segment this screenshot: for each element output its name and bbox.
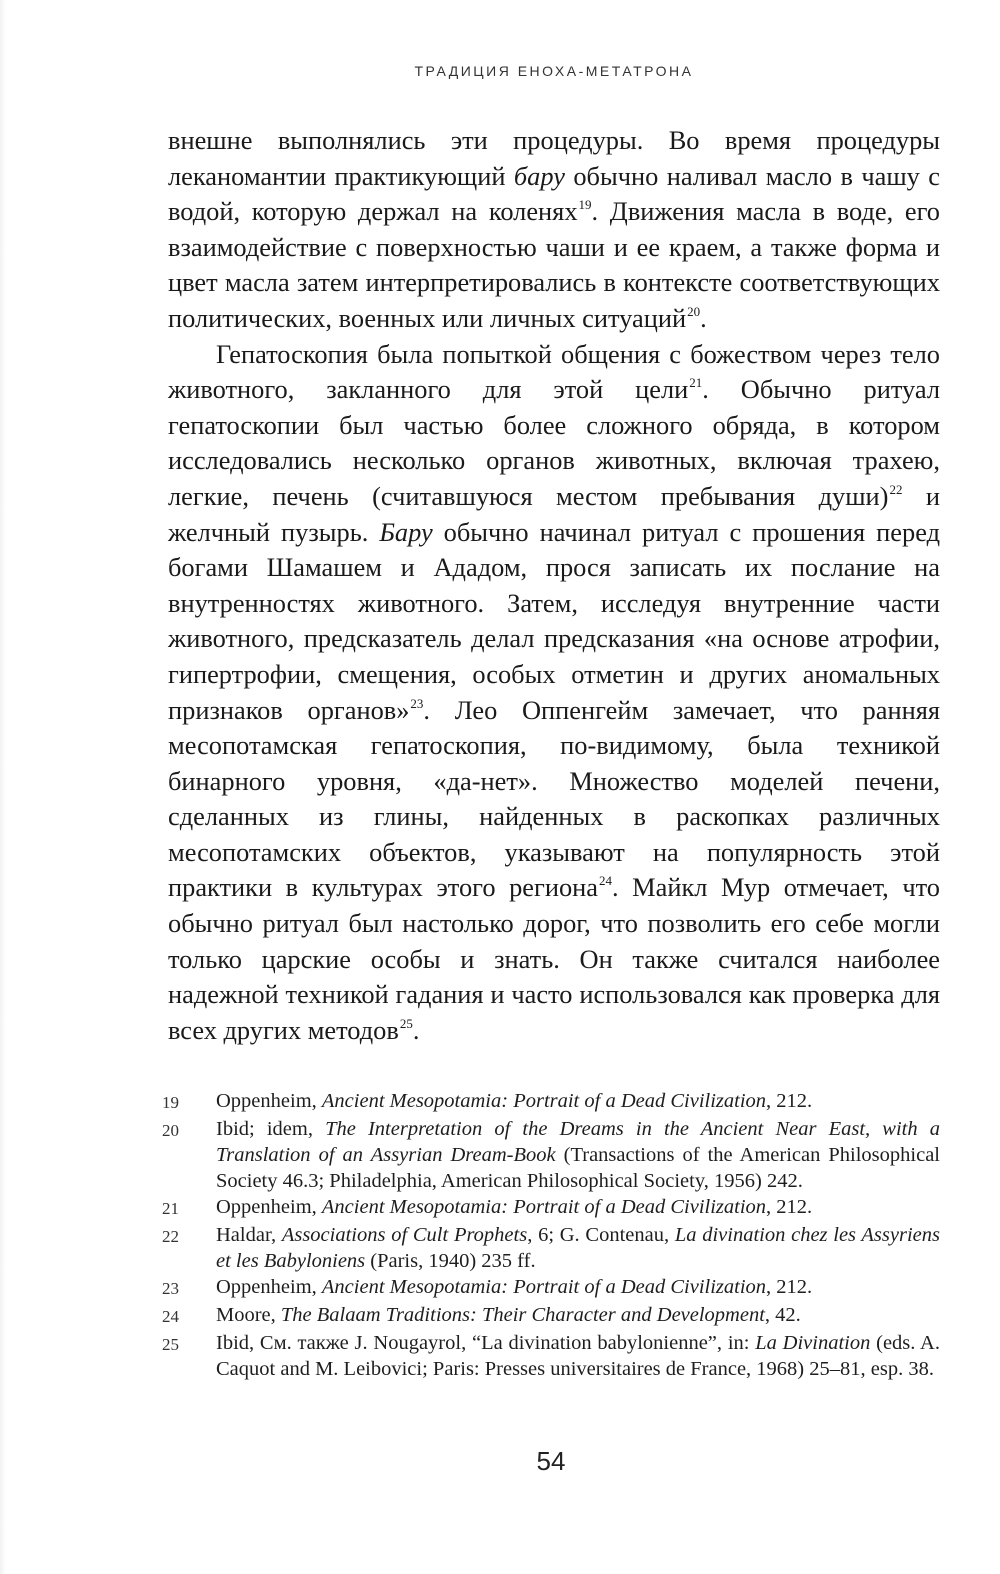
page-number-text: 54	[536, 1446, 566, 1476]
footnote-text: Ibid, См. также J. Nougayrol, “La divination babylonienne”, in: La Divination (eds. A. Caquot and M. Leibovici; Paris: Presses universitaires de France, 1968) 25–81, esp. 38.	[216, 1332, 940, 1380]
footnote-ref-20[interactable]: 20	[687, 303, 701, 319]
footnote-text: Moore, The Balaam Traditions: Their Character and Development, 42.	[216, 1304, 801, 1326]
footnote-number: 25	[162, 1335, 179, 1354]
footnote-text: Oppenheim, Ancient Mesopotamia: Portrait of a Dead Civilization, 212.	[216, 1276, 813, 1298]
footnote	[162, 1116, 940, 1194]
body-text	[168, 123, 940, 1048]
text-run: .	[412, 1014, 420, 1045]
text-run: Гепатоскопия была попыткой общения с божеством через тело животного, закланного для этой цели	[168, 338, 940, 405]
running-head-text: ТРАДИЦИЯ ЕНОХА-МЕТАТРОНА	[414, 63, 694, 79]
text-run: обычно наливал масло в чашу с водой, которую держал на коленях	[168, 160, 940, 227]
footnote-ref-23[interactable]: 23	[410, 695, 424, 711]
footnote	[162, 1274, 940, 1302]
footnote	[162, 1302, 940, 1330]
paragraph-2	[168, 337, 940, 1049]
page-edge-shadow	[0, 0, 6, 1574]
text-run: внешне выполнялись эти процедуры. Во время процедуры леканомантии практикующий	[168, 125, 940, 191]
footnote-number: 20	[162, 1121, 179, 1140]
citation-title: La divination chez les Assyriens et les Babyloniens	[216, 1224, 940, 1272]
citation-title: Ancient Mesopotamia: Portrait of a Dead Civilization	[321, 1090, 767, 1112]
text-run: . Движения масла в воде, его взаимодействие с поверхностью чаши и ее краем, а также форма и цвет масла затем интерпретировались в контексте соответствующих политических, военных или личных ситуаций	[168, 196, 940, 333]
italic-term: Бару	[379, 516, 433, 547]
text-run: . Лео Оппенгейм замечает, что ранняя месопотамская гепатоскопия, по-видимому, была техникой бинарного уровня, «да-нет». Множество моделей печени, сделанных из глины, найденных в раскопках различных месопотамских объектов, указывают на популярность этой практики в культурах этого региона	[168, 694, 940, 903]
footnote-text: Ibid; idem, The Interpretation of the Dreams in the Ancient Near East, with a Translation of an Assyrian Dream-Book (Transactions of the American Philosophical Society 46.3; Philadelphia, American Philosophical Society, 1956) 242.	[216, 1118, 940, 1192]
footnote-text: Oppenheim, Ancient Mesopotamia: Portrait of a Dead Civilization, 212.	[216, 1196, 813, 1218]
footnote-text: Haldar, Associations of Cult Prophets, 6; G. Contenau, La divination chez les Assyriens et les Babyloniens (Paris, 1940) 235 ff.	[216, 1224, 940, 1272]
footnote-number: 23	[162, 1279, 179, 1298]
footnote-number: 24	[162, 1307, 179, 1326]
footnote	[162, 1330, 940, 1382]
citation-title: La Divination	[755, 1332, 871, 1354]
footnote-number: 21	[162, 1199, 179, 1218]
footnote-number: 19	[162, 1093, 179, 1112]
footnote-ref-21[interactable]: 21	[689, 375, 703, 391]
footnotes	[162, 1088, 940, 1382]
text-run: .	[700, 302, 707, 333]
italic-term: бару	[513, 160, 565, 191]
footnote	[162, 1222, 940, 1274]
footnote-ref-25[interactable]: 25	[399, 1015, 413, 1031]
text-run: . Майкл Мур отмечает, что обычно ритуал был настолько дорог, что позволить его себе могли только царские особы и знать. Он также считался наиболее надежной техникой гадания и часто использовался как проверка для всех других методов	[168, 872, 940, 1045]
footnote-ref-24[interactable]: 24	[598, 873, 612, 889]
citation-title: Ancient Mesopotamia: Portrait of a Dead Civilization	[321, 1276, 767, 1298]
footnote	[162, 1194, 940, 1222]
text-run: и желчный пузырь.	[168, 480, 940, 547]
page-number	[0, 1446, 1000, 1477]
running-head	[0, 63, 1000, 79]
paragraph-1	[168, 123, 940, 337]
text-run: обычно начинал ритуал с прошения перед богами Шамашем и Ададом, прося записать их послание на внутренностях животного. Затем, исследуя внутренние части животного, предсказатель делал предсказания «на основе атрофии, гипертрофии, смещения, особых отметин и других аномальных признаков органов»	[168, 516, 940, 725]
footnote	[162, 1088, 940, 1116]
citation-title: Ancient Mesopotamia: Portrait of a Dead Civilization	[321, 1196, 767, 1218]
footnote-number: 22	[162, 1227, 179, 1246]
text-run: . Обычно ритуал гепатоскопии был частью более сложного обряда, в котором исследовались несколько органов животных, включая трахею, легкие, печень (считавшуюся местом пребывания души)	[168, 374, 940, 511]
footnote-ref-22[interactable]: 22	[889, 481, 903, 497]
footnote-ref-19[interactable]: 19	[578, 197, 592, 213]
citation-title: The Interpretation of the Dreams in the Ancient Near East, with a Translation of an Assyrian Dream-Book	[216, 1118, 940, 1166]
citation-title: Associations of Cult Prophets	[281, 1224, 528, 1246]
citation-title: The Balaam Traditions: Their Character and Development	[280, 1304, 765, 1326]
footnote-text: Oppenheim, Ancient Mesopotamia: Portrait of a Dead Civilization, 212.	[216, 1090, 813, 1112]
